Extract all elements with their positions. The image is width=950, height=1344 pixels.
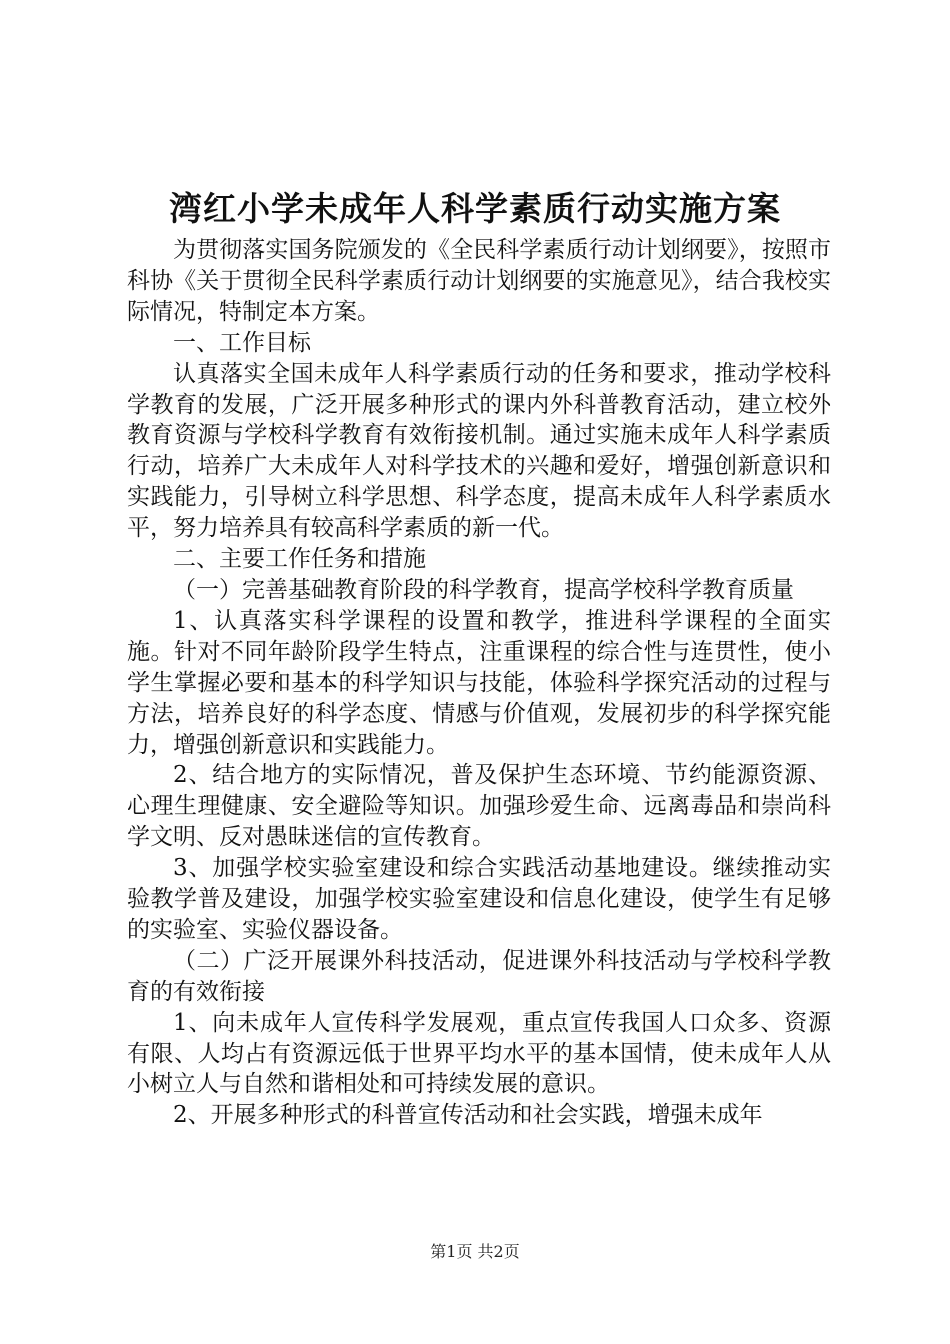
task-item-1-3: 3、加强学校实验室建设和综合实践活动基地建设。继续推动实验教学普及建设，加强学校实验室建设和信息化建设，使学生有足够的实验室、实验仪器设备。 [127, 855, 831, 943]
task-item-1-2: 2、结合地方的实际情况，普及保护生态环境、节约能源资源、心理生理健康、安全避险等知识。加强珍爱生命、远离毒品和崇尚科学文明、反对愚昧迷信的宣传教育。 [127, 762, 831, 851]
document-body [127, 235, 831, 1131]
page-footer: 第1页 共2页 [430, 1242, 520, 1261]
subsection-heading-2: （二）广泛开展课外科技活动，促进课外科技活动与学校科学教育的有效衔接 [127, 947, 831, 1005]
intro-paragraph: 为贯彻落实国务院颁发的《全民科学素质行动计划纲要》，按照市科协《关于贯彻全民科学素质行动计划纲要的实施意见》，结合我校实际情况，特制定本方案。 [127, 237, 831, 325]
task-item-2-2: 2、开展多种形式的科普宣传活动和社会实践，增强未成年 [173, 1102, 763, 1129]
task-item-2-1: 1、向未成年人宣传科学发展观，重点宣传我国人口众多、资源有限、人均占有资源远低于世界平均水平的基本国情，使未成年人从小树立人与自然和谐相处和可持续发展的意识。 [127, 1009, 831, 1098]
subsection-heading-1: （一）完善基础教育阶段的科学教育，提高学校科学教育质量 [173, 576, 794, 603]
section-heading-goals: 一、工作目标 [173, 329, 311, 356]
task-item-1-1: 1、认真落实科学课程的设置和教学，推进科学课程的全面实施。针对不同年龄阶段学生特点，注重课程的综合性与连贯性，使小学生掌握必要和基本的科学知识与技能，体验科学探究活动的过程与方法，培养良好的科学态度、情感与价值观，发展初步的科学探究能力，增强创新意识和实践能力。 [127, 607, 831, 758]
section-heading-tasks: 二、主要工作任务和措施 [173, 546, 426, 573]
document-title: 湾红小学未成年人科学素质行动实施方案 [169, 189, 781, 228]
goals-paragraph: 认真落实全国未成年人科学素质行动的任务和要求，推动学校科学教育的发展，广泛开展多种形式的课内外科普教育活动，建立校外教育资源与学校科学教育有效衔接机制。通过实施未成年人科学素质行动，培养广大未成年人对科学技术的兴趣和爱好，增强创新意识和实践能力，引导树立科学思想、科学态度，提高未成年人科学素质水平，努力培养具有较高科学素质的新一代。 [127, 360, 831, 542]
